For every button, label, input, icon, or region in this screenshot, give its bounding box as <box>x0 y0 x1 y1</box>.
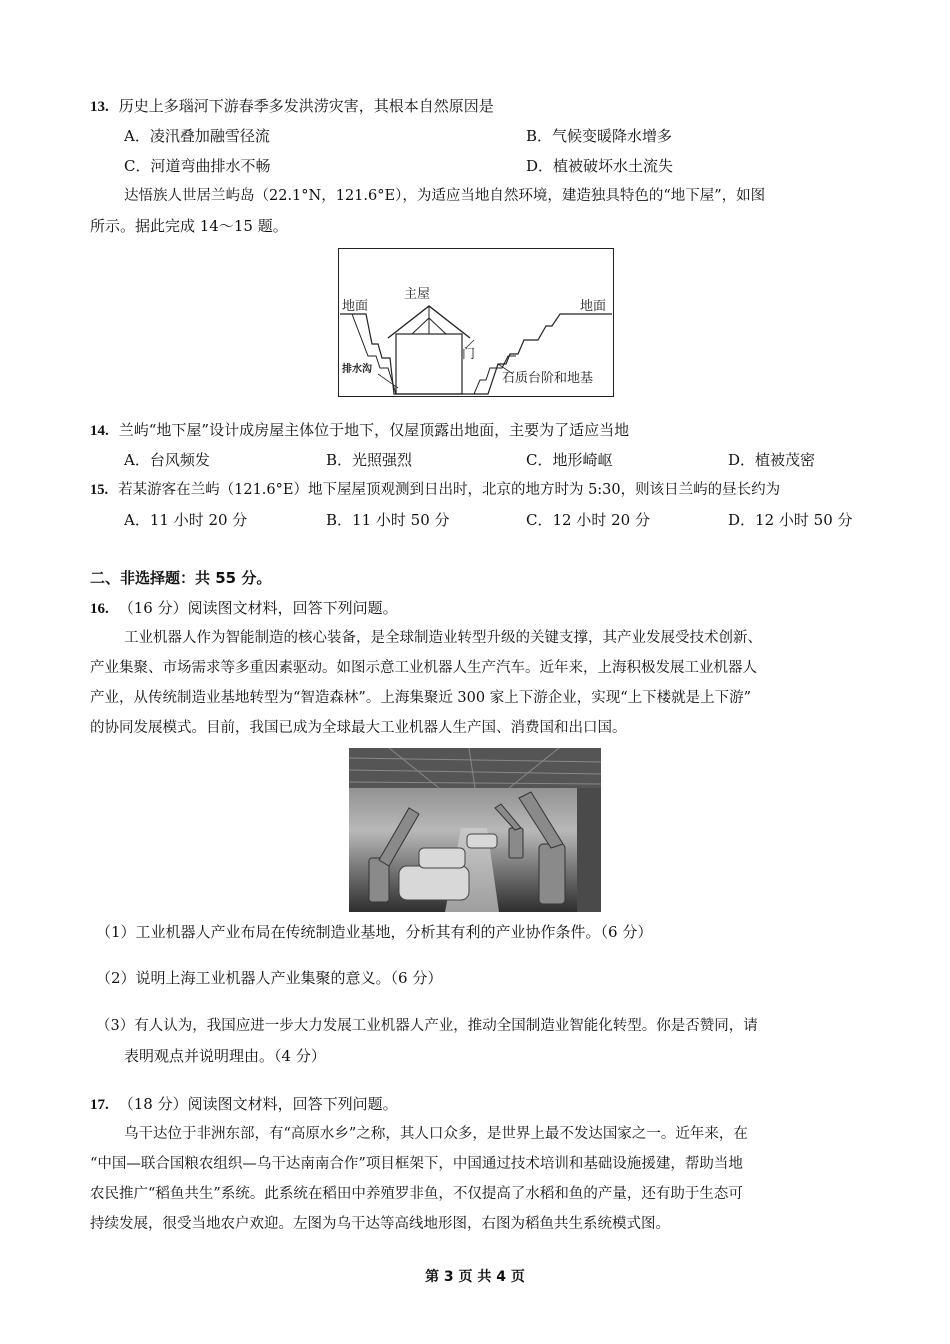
option-b: B．光照强烈 <box>326 451 413 469</box>
label-door: 门 <box>462 347 476 362</box>
option-d: D．植被破坏水土流失 <box>526 157 674 175</box>
option-a: A．台风频发 <box>124 451 210 469</box>
q16-sub-3-line-2: 表明观点并说明理由。（4 分） <box>124 1047 326 1065</box>
question-text: 兰屿“地下屋”设计成房屋主体位于地下，仅屋顶露出地面，主要为了适应当地 <box>118 421 630 439</box>
question-number: 17. <box>90 1097 109 1113</box>
intro-line-2: 所示。据此完成 14～15 题。 <box>90 217 288 235</box>
q16-sub-3-line-1: （3）有人认为，我国应进一步大力发展工业机器人产业，推动全国制造业智能化转型。你是否赞同，请 <box>96 1018 758 1034</box>
question-number: 14. <box>90 423 109 439</box>
label-drain: 排水沟 <box>342 364 372 375</box>
label-stone: 石质台阶和地基 <box>502 371 594 386</box>
label-ground-right: 地面 <box>580 299 607 314</box>
question-number: 16. <box>90 601 109 617</box>
q16-sub-2: （2）说明上海工业机器人产业集聚的意义。（6 分） <box>96 969 443 987</box>
robot-factory-photo <box>349 748 601 912</box>
option-d: D．植被茂密 <box>728 451 816 469</box>
option-c: C．地形崎岖 <box>526 451 613 469</box>
question-text: 历史上多瑙河下游春季多发洪涝灾害，其根本自然原因是 <box>118 97 494 115</box>
question-number: 15. <box>90 482 109 498</box>
option-c: C．12 小时 20 分 <box>526 511 650 529</box>
label-ground-left: 地面 <box>342 299 369 314</box>
question-header: （16 分）阅读图文材料，回答下列问题。 <box>118 599 398 617</box>
question-14 <box>90 420 629 441</box>
q16-para-line-1: 工业机器人作为智能制造的核心装备，是全球制造业转型升级的关键支撑，其产业发展受技术创新、 <box>124 630 762 646</box>
option-b: B．11 小时 50 分 <box>326 511 450 529</box>
question-text: 若某游客在兰屿（121.6°E）地下屋屋顶观测到日出时，北京的地方时为 5:30，则该日兰屿的昼长约为 <box>118 482 781 498</box>
option-b: B．气候变暖降水增多 <box>526 127 673 145</box>
question-15 <box>90 480 780 500</box>
q16-para-line-3: 产业，从传统制造业基地转型为“智造森林”。上海集聚近 300 家上下游企业，实现“上下楼就是上下游” <box>90 690 752 706</box>
question-16 <box>90 598 398 619</box>
q16-para-line-4: 的协同发展模式。目前，我国已成为全球最大工业机器人生产国、消费国和出口国。 <box>90 720 627 736</box>
q17-para-line-1: 乌干达位于非洲东部，有“高原水乡”之称，其人口众多，是世界上最不发达国家之一。近年来，在 <box>124 1126 748 1142</box>
q16-para-line-2: 产业集聚、市场需求等多重因素驱动。如图示意工业机器人生产汽车。近年来，上海积极发展工业机器人 <box>90 660 757 676</box>
question-13 <box>90 96 494 117</box>
right-pillar <box>577 788 601 912</box>
option-d: D．12 小时 50 分 <box>728 511 853 529</box>
option-a: A．凌汛叠加融雪径流 <box>124 127 270 145</box>
option-c: C．河道弯曲排水不畅 <box>124 157 271 175</box>
label-main-house: 主屋 <box>404 287 431 302</box>
question-header: （18 分）阅读图文材料，回答下列问题。 <box>118 1095 398 1113</box>
page-footer: 第 3 页 共 4 页 <box>425 1269 525 1285</box>
q17-para-line-4: 持续发展，很受当地农户欢迎。左图为乌干达等高线地形图，右图为稻鱼共生系统模式图。 <box>90 1216 670 1232</box>
underground-house-diagram <box>338 248 614 398</box>
q17-para-line-3: 农民推广“稻鱼共生”系统。此系统在稻田中养殖罗非鱼，不仅提高了水稻和鱼的产量，还有助于生态可 <box>90 1186 743 1202</box>
question-17 <box>90 1094 398 1115</box>
q16-sub-1: （1）工业机器人产业布局在传统制造业基地，分析其有利的产业协作条件。（6 分） <box>96 923 653 941</box>
option-a: A．11 小时 20 分 <box>124 511 248 529</box>
question-number: 13. <box>90 99 109 115</box>
intro-line-1: 达悟族人世居兰屿岛（22.1°N，121.6°E），为适应当地自然环境，建造独具特色的“地下屋”，如图 <box>124 188 766 204</box>
section-2-title: 二、非选择题：共 55 分。 <box>90 569 272 587</box>
q17-para-line-2: “中国—联合国粮农组织—乌干达南南合作”项目框架下，中国通过技术培训和基础设施援建，帮助当地 <box>90 1156 743 1172</box>
